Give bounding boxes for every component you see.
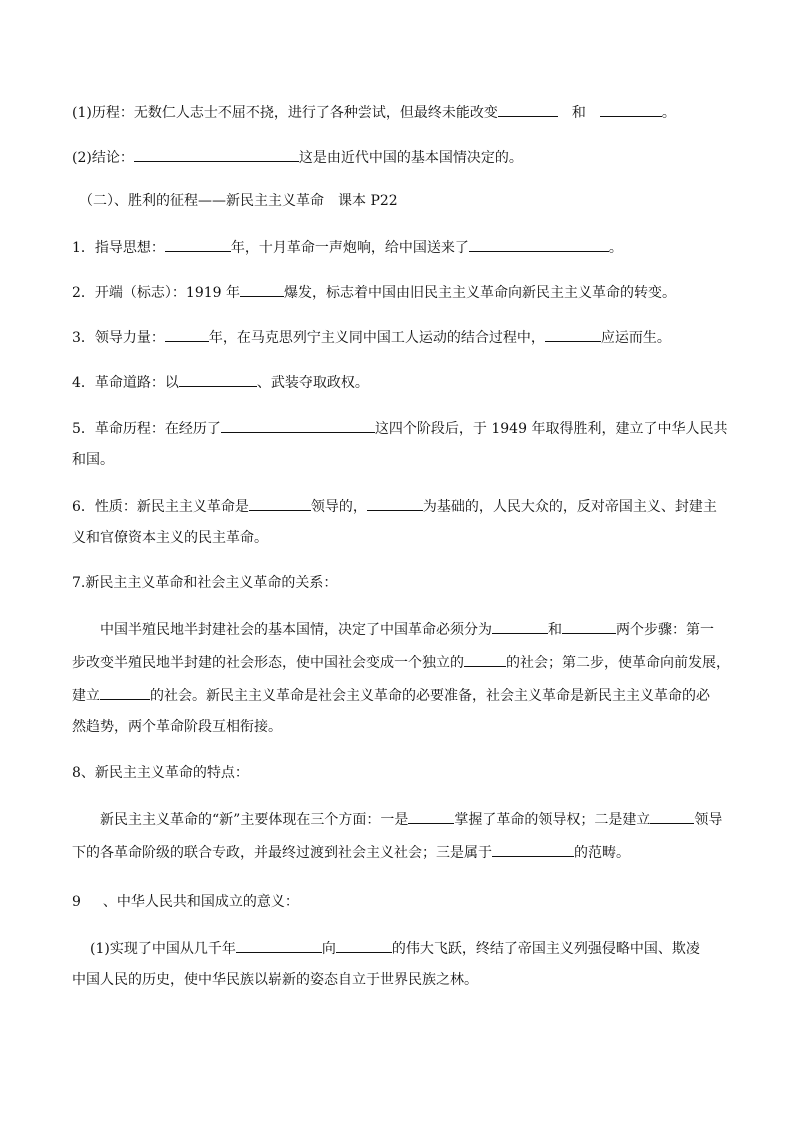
item-6: 6．性质：新民主主义革命是 领导的， 为基础的，人民大众的，反对帝国主义、封建主 (72, 495, 717, 517)
item-7-title: 7.新民主主义革命和社会主义革命的关系： (72, 575, 338, 591)
blank-5[interactable] (469, 236, 609, 252)
item-7-line-1: 中国半殖民地半封建社会的基本国情，决定了中国革命必须分为 和 两个步骤：第一 (100, 618, 714, 640)
blank-1[interactable] (498, 101, 558, 117)
blank-17[interactable] (408, 808, 454, 824)
blank-3[interactable] (134, 146, 299, 162)
item-1: 1．指导思想： 年，十月革命一声炮响，给中国送来了 。 (72, 236, 623, 258)
item-8-title: 8、新民主主义革命的特点： (72, 765, 249, 781)
blank-21[interactable] (336, 937, 392, 953)
blank-12[interactable] (367, 495, 423, 511)
blank-19[interactable] (492, 841, 574, 857)
blank-9[interactable] (179, 371, 257, 387)
conclusion-line: (2)结论： 这是由近代中国的基本国情决定的。 (72, 146, 523, 168)
blank-13[interactable] (492, 618, 548, 634)
item-5-cont: 和国。 (72, 452, 114, 468)
blank-7[interactable] (165, 326, 209, 342)
item-7-line-2: 步改变半殖民地半封建的社会形态，使中国社会变成一个独立的 的社会；第二步，使革命向前发展， (72, 651, 730, 673)
item-6-cont: 义和官僚资本主义的民主革命。 (72, 530, 268, 546)
blank-8[interactable] (545, 326, 601, 342)
blank-10[interactable] (221, 417, 375, 433)
item-7-line-4: 然趋势，两个革命阶段互相衔接。 (72, 719, 282, 735)
item-7-line-3: 建立 的社会。新民主主义革命是社会主义革命的必要准备，社会主义革命是新民主主义革命的必 (72, 684, 710, 706)
blank-4[interactable] (165, 236, 231, 252)
blank-16[interactable] (100, 684, 150, 700)
item-9-line-1: (1)实现了中国从几千年 向 的伟大飞跃，终结了帝国主义列强侵略中国、欺凌 (90, 937, 700, 959)
section-heading: （二）、胜利的征程——新民主主义革命 课本 P22 (79, 193, 398, 209)
blank-15[interactable] (464, 651, 506, 667)
item-2: 2．开端（标志）：1919 年 爆发，标志着中国由旧民主主义革命向新民主主义革命的转变。 (72, 281, 676, 303)
item-8-line-2: 下的各革命阶级的联合专政，并最终过渡到社会主义社会；三是属于 的范畴。 (72, 841, 630, 863)
item-8-line-1: 新民主主义革命的“新”主要体现在三个方面：一是 掌握了革命的领导权；二是建立 领导 (100, 808, 722, 830)
blank-6[interactable] (240, 281, 284, 297)
item-5: 5．革命历程：在经历了 这四个阶段后，于 1949 年取得胜利，建立了中华人民共 (72, 417, 727, 439)
item-9-title: 9 、中华人民共和国成立的意义： (72, 894, 299, 910)
blank-11[interactable] (249, 495, 311, 511)
blank-20[interactable] (236, 937, 322, 953)
item-4: 4．革命道路：以 、武装夺取政权。 (72, 371, 369, 393)
process-line: (1)历程：无数仁人志士不屈不挠，进行了各种尝试，但最终未能改变 和 。 (72, 101, 676, 123)
item-3: 3．领导力量： 年，在马克思列宁主义同中国工人运动的结合过程中， 应运而生。 (72, 326, 671, 348)
blank-14[interactable] (562, 618, 616, 634)
blank-2[interactable] (600, 101, 662, 117)
item-9-line-2: 中国人民的历史，使中华民族以崭新的姿态自立于世界民族之林。 (72, 972, 478, 988)
blank-18[interactable] (650, 808, 694, 824)
